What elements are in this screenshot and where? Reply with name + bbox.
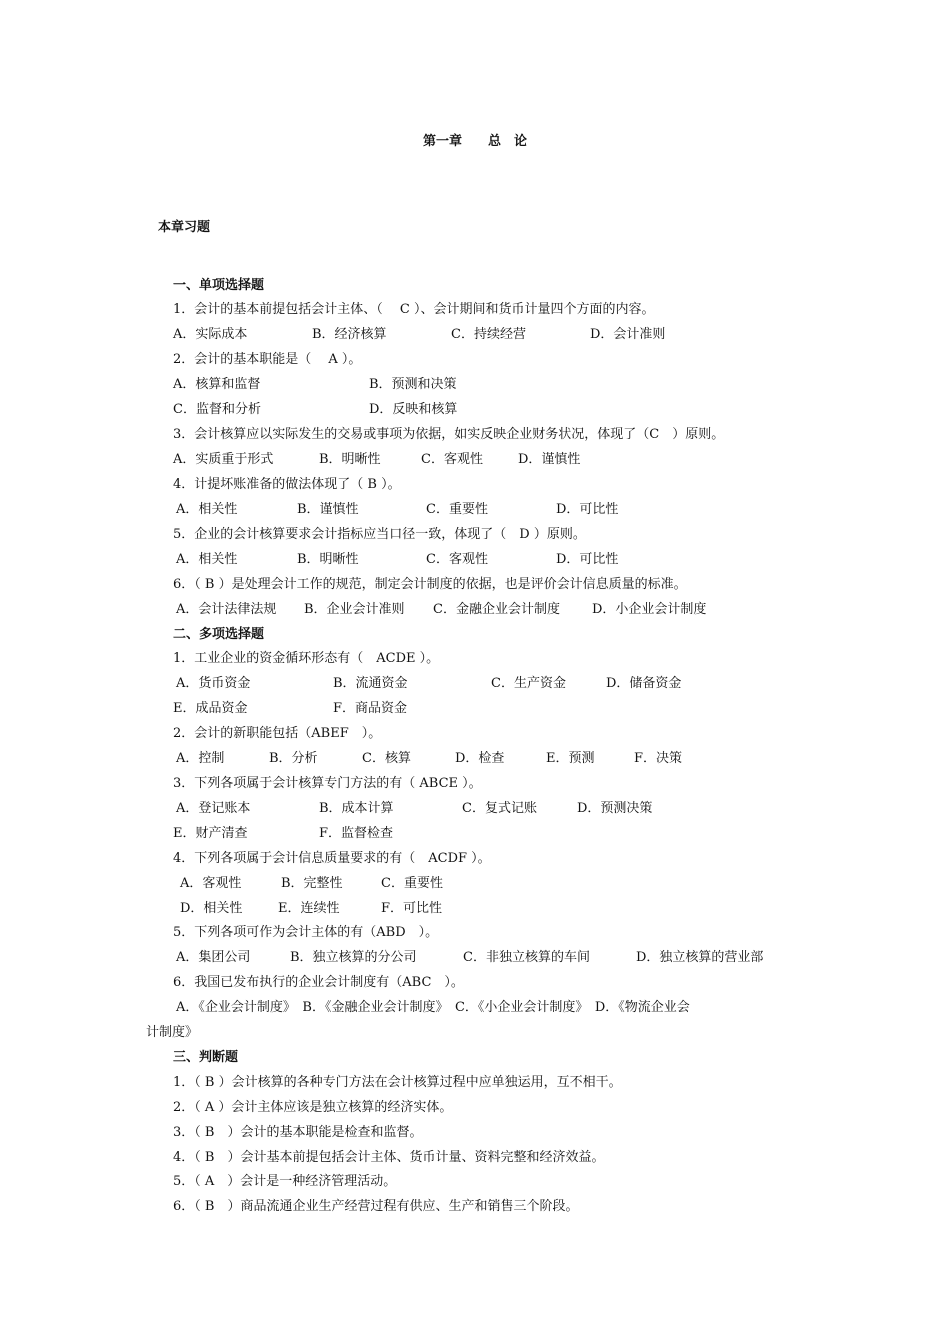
single-q5-opt-a: A．相关性 bbox=[176, 552, 238, 567]
judge-item: 6．（ B ）商品流通企业生产经营过程有供应、生产和销售三个阶段。 bbox=[173, 1199, 579, 1214]
multi-q3: 3．下列各项属于会计核算专门方法的有（ ABCE ）。 bbox=[173, 776, 482, 791]
multi-q2-opt-b: B．分析 bbox=[269, 751, 318, 766]
single-q2-opt-a: A．核算和监督 bbox=[173, 377, 261, 392]
multi-q2: 2．会计的新职能包括（ABEF ）。 bbox=[173, 726, 382, 741]
multi-q4-opt-b: B．完整性 bbox=[281, 876, 343, 891]
single-q6-opt-a: A．会计法律法规 bbox=[176, 602, 277, 617]
single-q6-opt-d: D．小企业会计制度 bbox=[592, 602, 707, 617]
single-q5-opt-b: B．明晰性 bbox=[297, 552, 359, 567]
single-q4-opt-c: C．重要性 bbox=[426, 502, 488, 517]
single-q3-opt-c: C．客观性 bbox=[421, 452, 483, 467]
multi-q2-opt-f: F．决策 bbox=[634, 751, 683, 766]
single-q1-opt-a: A．实际成本 bbox=[173, 327, 248, 342]
multi-q1-opt-b: B．流通资金 bbox=[333, 676, 408, 691]
chapter-title: 第一章 总 论 bbox=[422, 134, 527, 149]
multi-q5: 5．下列各项可作为会计主体的有（ABD ）。 bbox=[173, 925, 439, 940]
single-q3-opt-b: B．明晰性 bbox=[319, 452, 381, 467]
multi-q6-options-line2: 计制度》 bbox=[146, 1025, 199, 1040]
single-q2-opt-d: D．反映和核算 bbox=[369, 402, 458, 417]
single-q3-opt-a: A．实质重于形式 bbox=[173, 452, 274, 467]
single-q2-opt-c: C．监督和分析 bbox=[173, 402, 261, 417]
multi-q4-opt-d: D．相关性 bbox=[180, 901, 243, 916]
multi-q2-opt-d: D．检查 bbox=[455, 751, 505, 766]
multi-q4-opt-c: C．重要性 bbox=[381, 876, 443, 891]
single-q6-opt-b: B．企业会计准则 bbox=[304, 602, 405, 617]
single-q1-opt-d: D．会计准则 bbox=[590, 327, 666, 342]
multi-q1-opt-c: C．生产资金 bbox=[491, 676, 566, 691]
single-q4-opt-a: A．相关性 bbox=[176, 502, 238, 517]
multi-q5-opt-d: D．独立核算的营业部 bbox=[636, 950, 764, 965]
single-q4: 4．计提坏账准备的做法体现了（ B ）。 bbox=[173, 477, 401, 492]
single-q3-opt-d: D．谨慎性 bbox=[518, 452, 581, 467]
single-q3: 3．会计核算应以实际发生的交易或事项为依据，如实反映企业财务状况，体现了（C ）原则。 bbox=[173, 427, 725, 442]
single-q1-opt-c: C．持续经营 bbox=[451, 327, 526, 342]
section-title: 本章习题 bbox=[158, 220, 211, 235]
single-q5-opt-c: C．客观性 bbox=[426, 552, 488, 567]
multi-q1-opt-a: A．货币资金 bbox=[176, 676, 251, 691]
multi-q3-opt-f: F．监督检查 bbox=[319, 826, 394, 841]
multi-q3-opt-b: B．成本计算 bbox=[319, 801, 394, 816]
single-q6-opt-c: C．金融企业会计制度 bbox=[433, 602, 560, 617]
multi-q5-opt-a: A．集团公司 bbox=[176, 950, 251, 965]
multi-q4-opt-a: A．客观性 bbox=[180, 876, 242, 891]
multi-choice-heading: 二、多项选择题 bbox=[173, 627, 265, 642]
multi-q1: 1．工业企业的资金循环形态有（ ACDE ）。 bbox=[173, 651, 440, 666]
multi-q2-opt-c: C．核算 bbox=[362, 751, 411, 766]
multi-q4-opt-e: E．连续性 bbox=[278, 901, 340, 916]
multi-q2-opt-e: E．预测 bbox=[546, 751, 595, 766]
single-q1: 1．会计的基本前提包括会计主体、（ C ）、会计期间和货币计量四个方面的内容。 bbox=[173, 302, 655, 317]
single-q6: 6．（ B ）是处理会计工作的规范，制定会计制度的依据，也是评价会计信息质量的标准。 bbox=[173, 577, 687, 592]
multi-q4-opt-f: F．可比性 bbox=[381, 901, 443, 916]
multi-q6-options-line1: A．《企业会计制度》 B．《金融企业会计制度》 C．《小企业会计制度》 D．《物流企业会 bbox=[176, 1000, 690, 1015]
single-q2: 2．会计的基本职能是（ A ）。 bbox=[173, 352, 362, 367]
single-q2-opt-b: B．预测和决策 bbox=[369, 377, 457, 392]
single-q5-opt-d: D．可比性 bbox=[556, 552, 619, 567]
multi-q3-opt-c: C．复式记账 bbox=[462, 801, 537, 816]
single-q4-opt-d: D．可比性 bbox=[556, 502, 619, 517]
judge-item: 2．（ A ）会计主体应该是独立核算的经济实体。 bbox=[173, 1100, 453, 1115]
single-q4-opt-b: B．谨慎性 bbox=[297, 502, 359, 517]
single-q1-opt-b: B．经济核算 bbox=[312, 327, 387, 342]
multi-q1-opt-f: F．商品资金 bbox=[333, 701, 408, 716]
judge-item: 3．（ B ）会计的基本职能是检查和监督。 bbox=[173, 1125, 423, 1140]
multi-q1-opt-e: E．成品资金 bbox=[173, 701, 248, 716]
judge-item: 1．（ B ）会计核算的各种专门方法在会计核算过程中应单独运用，互不相干。 bbox=[173, 1075, 622, 1090]
single-choice-heading: 一、单项选择题 bbox=[173, 278, 265, 293]
multi-q3-opt-a: A．登记账本 bbox=[176, 801, 251, 816]
multi-q4: 4．下列各项属于会计信息质量要求的有（ ACDF ）。 bbox=[173, 851, 491, 866]
multi-q3-opt-e: E．财产清查 bbox=[173, 826, 248, 841]
judge-heading: 三、判断题 bbox=[173, 1050, 239, 1065]
multi-q6: 6．我国已发布执行的企业会计制度有（ABC ）。 bbox=[173, 975, 464, 990]
multi-q1-opt-d: D．储备资金 bbox=[606, 676, 682, 691]
multi-q5-opt-c: C．非独立核算的车间 bbox=[463, 950, 590, 965]
multi-q2-opt-a: A．控制 bbox=[176, 751, 225, 766]
single-q5: 5．企业的会计核算要求会计指标应当口径一致，体现了（ D ）原则。 bbox=[173, 527, 586, 542]
multi-q3-opt-d: D．预测决策 bbox=[577, 801, 653, 816]
judge-item: 5．（ A ）会计是一种经济管理活动。 bbox=[173, 1174, 397, 1189]
judge-item: 4．（ B ）会计基本前提包括会计主体、货币计量、资料完整和经济效益。 bbox=[173, 1150, 605, 1165]
multi-q5-opt-b: B．独立核算的分公司 bbox=[290, 950, 417, 965]
